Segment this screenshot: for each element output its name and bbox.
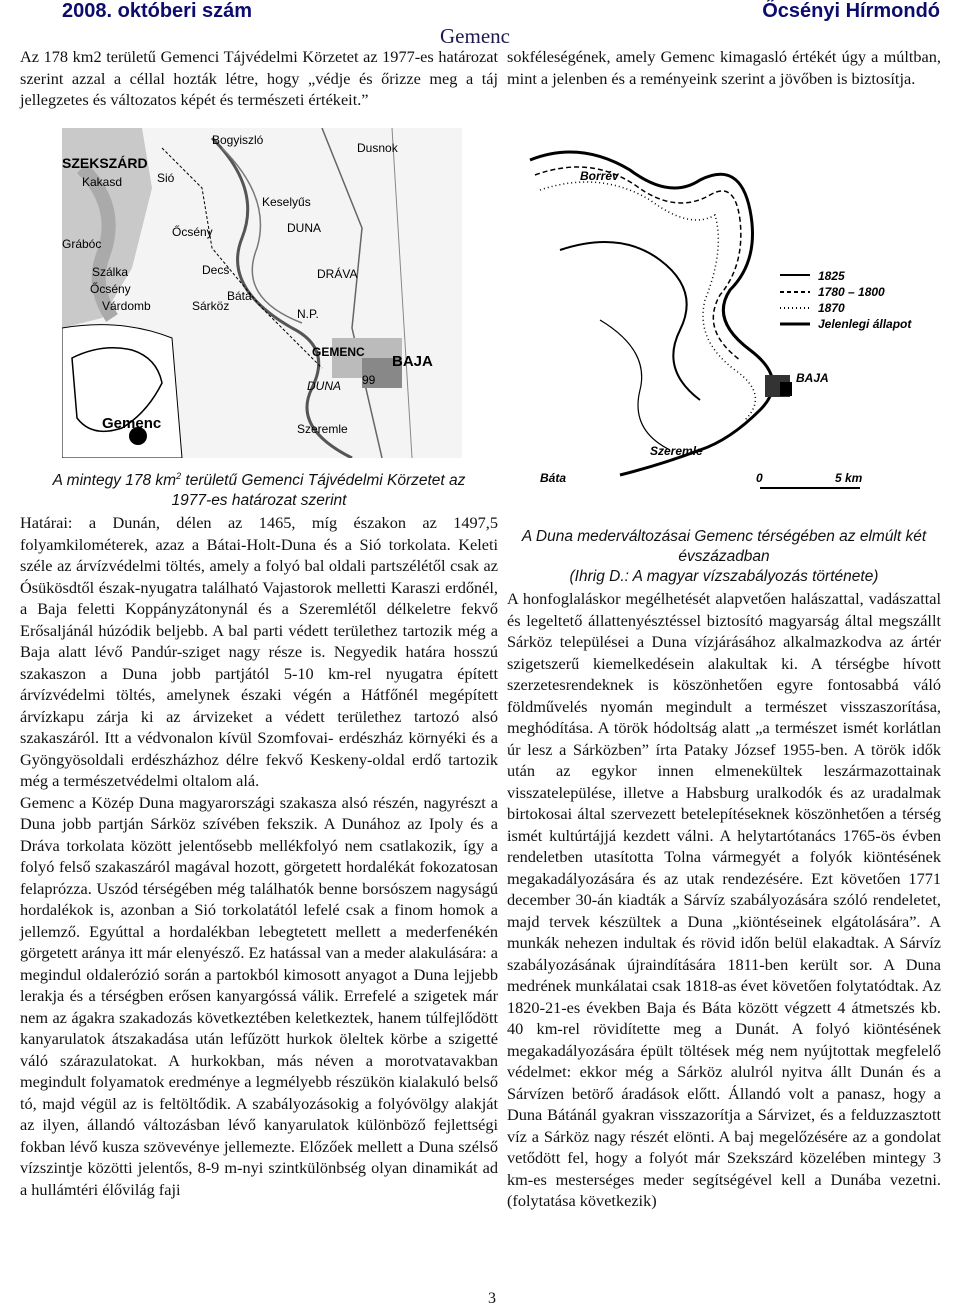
map-label-keselyus: Keselyűs <box>262 195 311 209</box>
map-label-ocseny-2: Őcsény <box>90 282 131 296</box>
right-column-body: A honfoglaláskor megélhetését alapvetően halászattal, vadászattal és legeltető állattenyésztéssel biztosító magyarság által megszállt Sárköz települései a Duna vízjárásához alkalmazkodva az ártér szigetszerű kiemelkedésein alakultak ki. A térségbe hívott szerzetesrendeknek is köszönhetően egyre fontosabbá váló földművelés nyomán megindult a természet visszaszorítása, meghódítása. A török hódoltság alatt „a természet ismét korlátlan úr lesz a Sárközben” írta Pataky József 1955-ben. A török idők után az egykor innen elmenekültek leszármazottainak visszatelepülése, illetve a Habsburg uralkodók és az uradalmak birtokosai által szervezett betelepítéseknek köszönhetően a térség ismét kultúrtájjá kezdett válni. A helytartótanács 1765-ös évben rendeletben utasította Tolna vármegyét a folyók kiöntésének megakadályozására és az utak rendezésére. Ezt követően 1771 december 30-án kiadták a Sárvíz szabályozására szóló rendeletet, majd tervek készültek a Duna „kiöntéseinek elgátolására”. A munkák nehezen indultak és rövid időn belül elakadtak. A Sárvíz szabályozásának újraindítására 1811-ben került sor. A Duna medrének munkálatai csak 1818-as évet követően folytatódtak. Az 1820-21-es években Baja és Báta között végzett 4 átmetszés kb. 40 km-rel rövidítette meg a Dunát. A folyó kiöntésének megakadályozására épült töltések még nem nyújtottak megfelelő védelmet: ekkor még a Sárköz alulról nyitva állt Dunán és a Sárvízen betörő áradások előtt. Állandó volt a panasz, hogy a Duna Bátánál gyakran visszazorítja a Sárvizet, és a felduzzasztott víz a Sárköz nagy részét elönti. A baj megelőzésére az a gondolat vetődött fel, hogy a folyót már Szekszárd közelében mintegy 3 km-es mesterséges meder segítségével kell a Dunába vezetni. (folytatása következik) <box>507 589 941 1210</box>
left-intro-paragraph: Az 178 km2 területű Gemenci Tájvédelmi Körzetet az 1977-es határozat szerint azzal a céllal hozták létre, hogy „védje és őrizze meg a táj jellegzetes és változatos képét és természeti értékeit.” <box>20 47 498 109</box>
map-label-sio: Sió <box>157 171 175 185</box>
map-label-bata: Báta <box>227 289 252 303</box>
map-label-duna: DUNA <box>287 221 322 235</box>
danube-riverbed-changes-map <box>500 120 940 505</box>
right-map-caption: A Duna mederváltozásai Gemenc térségében az elmúlt két évszázadban (Ihrig D.: A magyar vízszabályozás története) <box>521 528 927 585</box>
map-label-borrev: Borrév <box>580 169 619 183</box>
map-label-baja: BAJA <box>392 353 433 370</box>
map-label-drava: DRÁVA <box>317 267 358 281</box>
map-label-szalka: Szálka <box>92 265 129 279</box>
issue-date: 2008. októberi szám <box>62 0 253 22</box>
map-label-bogyiszlo: Bogyiszló <box>212 133 264 147</box>
scale-label-0: 0 <box>756 471 763 485</box>
gemenc-region-map <box>62 128 462 458</box>
map-label-sarkoz: Sárköz <box>192 299 230 313</box>
map-label-99: 99 <box>362 373 376 387</box>
map-label-dusnok: Dusnok <box>357 141 398 155</box>
map-label-ocseny: Őcsény <box>172 225 213 239</box>
newsletter-name: Őcsényi Hírmondó <box>762 0 940 22</box>
map-label-vardomb: Várdomb <box>102 299 151 313</box>
legend-label-1780: 1780 – 1800 <box>818 285 885 299</box>
page-title: Gemenc <box>440 24 510 48</box>
left-column-body: Határai: a Dunán, délen az 1465, míg északon az 1497,5 folyamkilométerek, azaz a Bátai-Holt-Duna és a Sió torkolata. Keleti széle az árvízvédelmi töltés, amely a folyó bal oldali partszélétől csak az Ósükösdtől észak-nyugatra található Vajastorok melletti Karaszi erdőnél, a Baja feletti Koppányzátonynál és a Szeremlétől délkeletre fekvő Erősaljánál húzódik beljebb. A bal parti védett területhez tartozik még a Baja alatt lévő Pandúr-sziget nagy része is. Negyedik határa hosszú szakaszon a Duna jobb partjától 5-10 km-rel nyugatra épített árvízvédelmi töltés, amelynek északi végén a Hátfőnél megépített árvízkapu zárja ki az árvizeket a védett területhez tartozó alsó szakaszáról. Itt a védvonalon kívül Szomfovai- erdészház környéki és a Gyöngyösoldali erdészházhoz délre fekvő Keskeny-oldal erdő tartozik még a természetvédelmi oltalom alá. Gemenc a Közép Duna magyarországi szakasza alsó részén, nagyrészt a Duna jobb partján Sárköz szívében fekszik. A Dunához az Ipoly és a Dráva torkolata között jelentősebb mellékfolyó nem csatlakozik, így a folyó felső szakaszáról magával hozott, görgetett hordalékát fokozatosan felaprózza. Uszód térségében még találhatók benne borsószem nagyságú hordalékok is, azonban a Sió torkolatától lefelé csak a finom homok a jellemző. Egyúttal a hordalékban lebegtetett mellett a mederfenékén görgetett aránya itt már elenyésző. Ez hatással van a meder alakulására: a megindul oldalerózió során a partokból kimosott anyagot a Duna lejjebb lerakja és a térségben erősen kanyargóssá válik. Errefelé a szigetek már nem az ágakra szakadozás következtében keletkeztek, hanem túlfejlődött kanyarulatok átszakadása után lefűzött hurkok öleltek körbe a szigetté váló szárazulatokat. A hurkokban, más néven a morotvatavakban megindult folyamatok eredménye a legmélyebb részükön kialakuló belső tó, majd végül az is feltöltődik. A szabályozásokig a folyóvölgy alakját az ilyen, állandó változásban lévő kanyarulatok különböző fejlettségi fokban lévő kusza szövevénye jellemezte. Előzőek mellett a Duna szélső vízszintje közötti jelentős, 8-9 m-nyi szintkülönbség olyan dinamikát ad a hullámtéri élővilág faji <box>20 513 498 1199</box>
map-label-szekszard: SZEKSZÁRD <box>62 155 148 171</box>
map-label-szeremle: Szeremle <box>297 422 348 436</box>
left-map-caption: A mintegy 178 $km^2$ területű Gemenci Tájvédelmi Körzetet az 1977-es határozat szerint <box>52 471 466 510</box>
right-intro-paragraph: sokféleségének, amely Gemenc kimagasló értékét úgy a múltban, mint a jelenben és a reményeink szerint a jövőben is biztosítja. <box>507 47 941 88</box>
map-label-np: N.P. <box>297 307 319 321</box>
map-label-decs: Decs <box>202 263 230 277</box>
page-header <box>0 0 960 26</box>
legend-label-1825: 1825 <box>818 269 845 283</box>
map-label-gemenc: GEMENC <box>312 345 365 359</box>
map-label-baja-right: BAJA <box>796 371 829 385</box>
map-label-grabo: Grábóc <box>62 237 102 251</box>
map-label-gemenc-locator: Gemenc <box>102 415 162 432</box>
map-label-szeremle-right: Szeremle <box>650 444 703 458</box>
page-number: 3 <box>488 1290 496 1307</box>
legend-label-1870: 1870 <box>818 301 845 315</box>
map-label-bata-right: Báta <box>540 471 567 485</box>
map-label-duna-2: DUNA <box>307 379 342 393</box>
map-label-kakasd: Kakasd <box>82 175 123 189</box>
scale-label-5km: 5 km <box>835 471 863 485</box>
legend-label-current: Jelenlegi állapot <box>818 317 912 331</box>
